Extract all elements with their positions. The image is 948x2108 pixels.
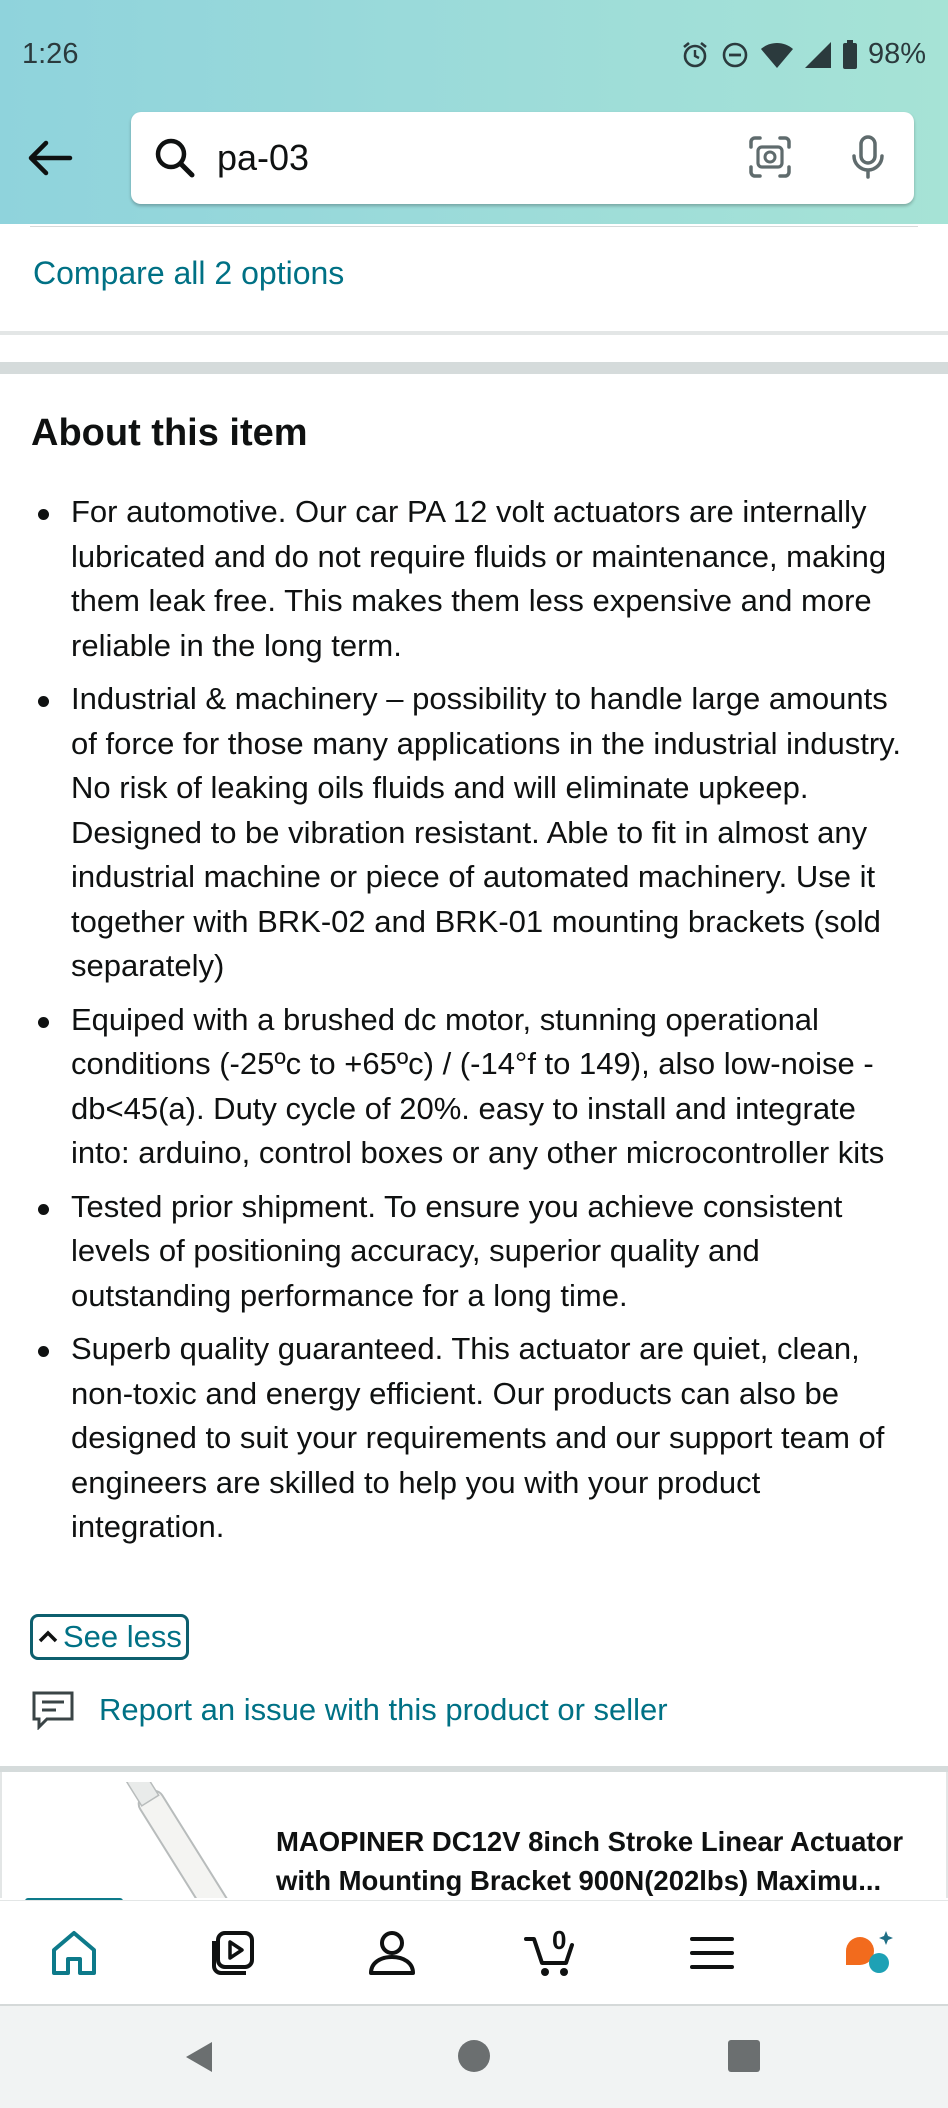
nav-cart[interactable] bbox=[522, 1923, 582, 1983]
linear-actuator-product-image[interactable] bbox=[62, 1782, 262, 1898]
battery-icon bbox=[842, 40, 858, 70]
status-time: 1:26 bbox=[22, 38, 79, 70]
wifi-icon bbox=[760, 40, 794, 70]
divider bbox=[30, 226, 918, 227]
product-title-line: MAOPINER DC12V 8inch Stroke Linear Actuator bbox=[276, 1826, 904, 1857]
about-this-item-heading: About this item bbox=[31, 412, 308, 454]
system-back-icon[interactable] bbox=[180, 2038, 218, 2076]
feature-bullet-list bbox=[32, 490, 912, 1559]
report-issue-link[interactable] bbox=[31, 1690, 668, 1730]
rufus-ai-icon bbox=[842, 1923, 902, 1983]
signal-icon bbox=[804, 40, 832, 70]
see-less-button[interactable] bbox=[30, 1614, 189, 1660]
app-header bbox=[0, 0, 948, 224]
nav-menu[interactable] bbox=[682, 1923, 742, 1983]
alarm-icon bbox=[680, 40, 710, 70]
compare-options-link[interactable]: Compare all 2 options bbox=[33, 255, 345, 291]
chevron-up-icon bbox=[37, 1626, 59, 1648]
back-button[interactable] bbox=[22, 130, 78, 186]
video-icon bbox=[204, 1923, 264, 1983]
cart-count: 0 bbox=[552, 1925, 567, 1955]
do-not-disturb-icon bbox=[720, 40, 750, 70]
system-home-icon[interactable] bbox=[456, 2038, 492, 2074]
system-recents-icon[interactable] bbox=[726, 2038, 762, 2074]
menu-icon bbox=[682, 1923, 742, 1983]
bottom-navigation bbox=[0, 1900, 948, 2005]
battery-percent: 98% bbox=[867, 38, 926, 70]
nav-video[interactable] bbox=[204, 1923, 264, 1983]
home-icon bbox=[44, 1923, 104, 1983]
account-icon bbox=[362, 1923, 422, 1983]
product-title[interactable] bbox=[276, 1822, 916, 1898]
status-bar bbox=[0, 0, 948, 110]
nav-rufus[interactable] bbox=[842, 1923, 902, 1983]
system-navigation-bar bbox=[0, 2006, 948, 2108]
feature-bullet: Superb quality guaranteed. This actuator are quiet, clean, non-toxic and energy efficient. Our products can also be designed to suit your requirements and our support team of engineers are skilled to help you with your product integration. bbox=[32, 1327, 912, 1550]
feature-bullet: Tested prior shipment. To ensure you achieve consistent levels of positioning accuracy, superior quality and outstanding performance for a long time. bbox=[32, 1185, 912, 1319]
feature-bullet: For automotive. Our car PA 12 volt actuators are internally lubricated and do not require fluids or maintenance, making them leak free. This makes them less expensive and more reliable in the long term. bbox=[32, 490, 912, 668]
report-issue-label: Report an issue with this product or seller bbox=[99, 1692, 668, 1727]
feature-bullet: Equiped with a brushed dc motor, stunning operational conditions (-25ºc to +65ºc) / (-14°f to 149), also low-noise - db<45(a). Duty cycle of 20%. easy to install and integrate into: arduino, control boxes or any other microcontroller kits bbox=[32, 998, 912, 1176]
back-arrow-icon bbox=[22, 130, 78, 186]
search-input[interactable] bbox=[217, 137, 697, 179]
microphone-icon[interactable] bbox=[843, 132, 893, 182]
feature-bullet: Industrial & machinery – possibility to handle large amounts of force for those many applications in the industrial industry. No risk of leaking oils fluids and will eliminate upkeep. Designed to be vibration resistant. Able to fit in almost any industrial machine or piece of automated machinery. Use it together with BRK-02 and BRK-01 mounting brackets (sold separately) bbox=[32, 677, 912, 989]
search-icon bbox=[151, 134, 199, 182]
section-divider bbox=[0, 331, 948, 335]
related-product-card[interactable] bbox=[0, 1772, 948, 1898]
nav-account[interactable] bbox=[362, 1923, 422, 1983]
section-divider bbox=[0, 362, 948, 374]
report-flag-icon bbox=[31, 1690, 75, 1730]
camera-lens-icon[interactable] bbox=[745, 132, 795, 182]
search-bar[interactable] bbox=[131, 112, 914, 204]
product-title-line: with Mounting Bracket 900N(202lbs) Maximu... bbox=[276, 1865, 882, 1896]
status-icons bbox=[680, 38, 926, 71]
nav-home[interactable] bbox=[44, 1923, 104, 1983]
see-less-label: See less bbox=[63, 1619, 182, 1654]
